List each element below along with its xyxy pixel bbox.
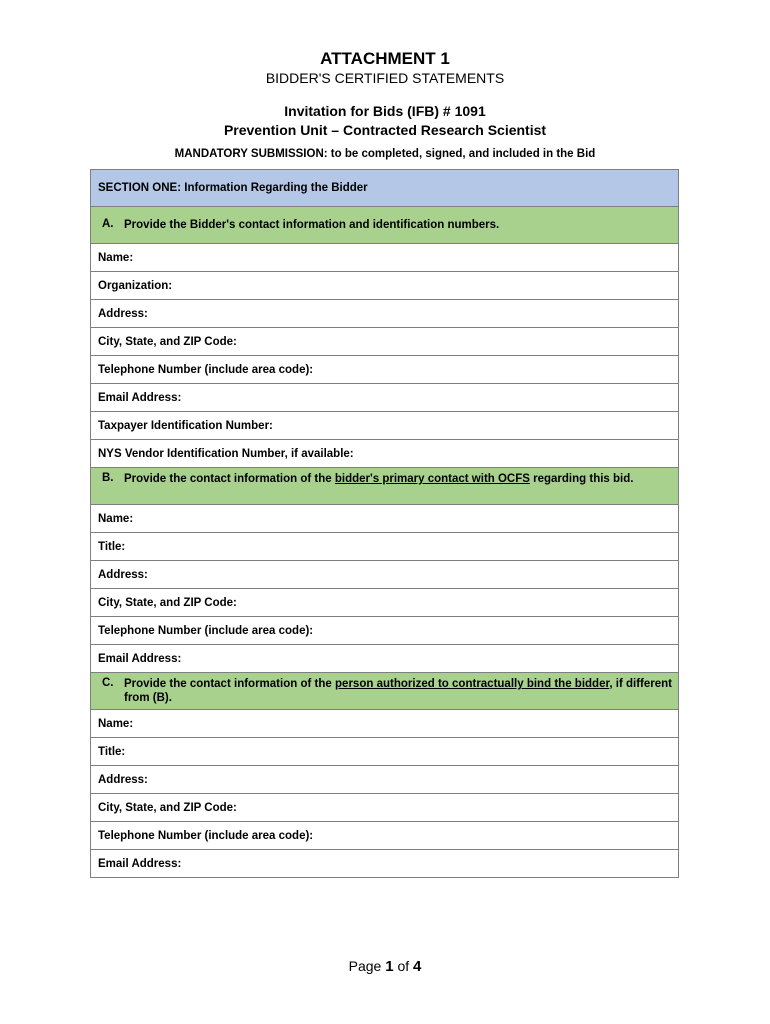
field-label: Organization: bbox=[98, 279, 173, 292]
bidder-form-table bbox=[90, 169, 679, 878]
field-label: Taxpayer Identification Number: bbox=[98, 419, 273, 432]
subsection-a-header bbox=[91, 207, 678, 244]
field-label: City, State, and ZIP Code: bbox=[98, 801, 237, 814]
section-one-title: SECTION ONE: Information Regarding the Bidder bbox=[98, 182, 368, 194]
field-label: Address: bbox=[98, 773, 148, 786]
subsection-c-text-before: Provide the contact information of the bbox=[124, 678, 336, 690]
field-c-city-state-zip[interactable] bbox=[91, 794, 678, 822]
page-footer bbox=[0, 958, 770, 975]
field-label: City, State, and ZIP Code: bbox=[98, 596, 237, 609]
field-label: Name: bbox=[98, 251, 134, 264]
subsection-b-header bbox=[91, 468, 678, 505]
field-a-taxpayer-id[interactable] bbox=[91, 412, 678, 440]
field-label: Address: bbox=[98, 307, 148, 320]
attachment-subtitle: BIDDER'S CERTIFIED STATEMENTS bbox=[265, 70, 505, 86]
field-c-name[interactable] bbox=[91, 710, 678, 738]
field-c-email[interactable] bbox=[91, 850, 678, 878]
attachment-title: ATTACHMENT 1 bbox=[320, 49, 450, 68]
field-c-title[interactable] bbox=[91, 738, 678, 766]
field-a-city-state-zip[interactable] bbox=[91, 328, 678, 356]
subsection-b-text-after: regarding this bid. bbox=[529, 473, 634, 485]
field-b-city-state-zip[interactable] bbox=[91, 589, 678, 617]
page-word: Page bbox=[348, 958, 382, 974]
field-label: Telephone Number (include area code): bbox=[98, 624, 314, 637]
field-c-telephone[interactable] bbox=[91, 822, 678, 850]
subsection-c-underlined: person authorized to contractually bind the bidder bbox=[335, 678, 610, 690]
subsection-b-text-before: Provide the contact information of the bbox=[124, 473, 335, 485]
field-a-name[interactable] bbox=[91, 244, 678, 272]
field-a-organization[interactable] bbox=[91, 272, 678, 300]
field-a-nys-vendor-id[interactable] bbox=[91, 440, 678, 468]
subsection-b-underlined: bidder's primary contact with OCFS bbox=[334, 473, 530, 485]
field-label: NYS Vendor Identification Number, if available: bbox=[98, 447, 354, 460]
field-label: Title: bbox=[98, 745, 126, 758]
field-label: Address: bbox=[98, 568, 148, 581]
field-label: Title: bbox=[98, 540, 126, 553]
field-label: Email Address: bbox=[98, 857, 182, 870]
field-b-name[interactable] bbox=[91, 505, 678, 533]
subsection-b-text bbox=[124, 472, 678, 486]
field-a-email[interactable] bbox=[91, 384, 678, 412]
subsection-c-letter: C. bbox=[102, 677, 114, 689]
field-label: Email Address: bbox=[98, 652, 182, 665]
field-label: Email Address: bbox=[98, 391, 182, 404]
subsection-a-text: Provide the Bidder's contact information and identification numbers. bbox=[124, 219, 500, 231]
of-word: of bbox=[397, 958, 410, 974]
field-b-title[interactable] bbox=[91, 533, 678, 561]
field-b-telephone[interactable] bbox=[91, 617, 678, 645]
field-label: Name: bbox=[98, 717, 134, 730]
field-label: City, State, and ZIP Code: bbox=[98, 335, 237, 348]
ifb-number: Invitation for Bids (IFB) # 1091 bbox=[284, 103, 486, 119]
subsection-a-letter: A. bbox=[102, 218, 114, 230]
field-a-telephone[interactable] bbox=[91, 356, 678, 384]
section-one-header bbox=[91, 170, 678, 207]
field-b-email[interactable] bbox=[91, 645, 678, 673]
field-a-address[interactable] bbox=[91, 300, 678, 328]
mandatory-note: MANDATORY SUBMISSION: to be completed, signed, and included in the Bid bbox=[174, 148, 596, 160]
subsection-b-letter: B. bbox=[102, 472, 114, 484]
subsection-c-text bbox=[124, 677, 678, 705]
page-total: 4 bbox=[413, 958, 422, 975]
subsection-c-header bbox=[91, 673, 678, 710]
field-label: Telephone Number (include area code): bbox=[98, 363, 314, 376]
page-number: 1 bbox=[385, 958, 394, 975]
field-label: Name: bbox=[98, 512, 134, 525]
field-b-address[interactable] bbox=[91, 561, 678, 589]
field-label: Telephone Number (include area code): bbox=[98, 829, 314, 842]
subsection-c-text-after: , if different from (B). bbox=[124, 678, 672, 704]
field-c-address[interactable] bbox=[91, 766, 678, 794]
unit-title: Prevention Unit – Contracted Research Scientist bbox=[223, 122, 547, 138]
